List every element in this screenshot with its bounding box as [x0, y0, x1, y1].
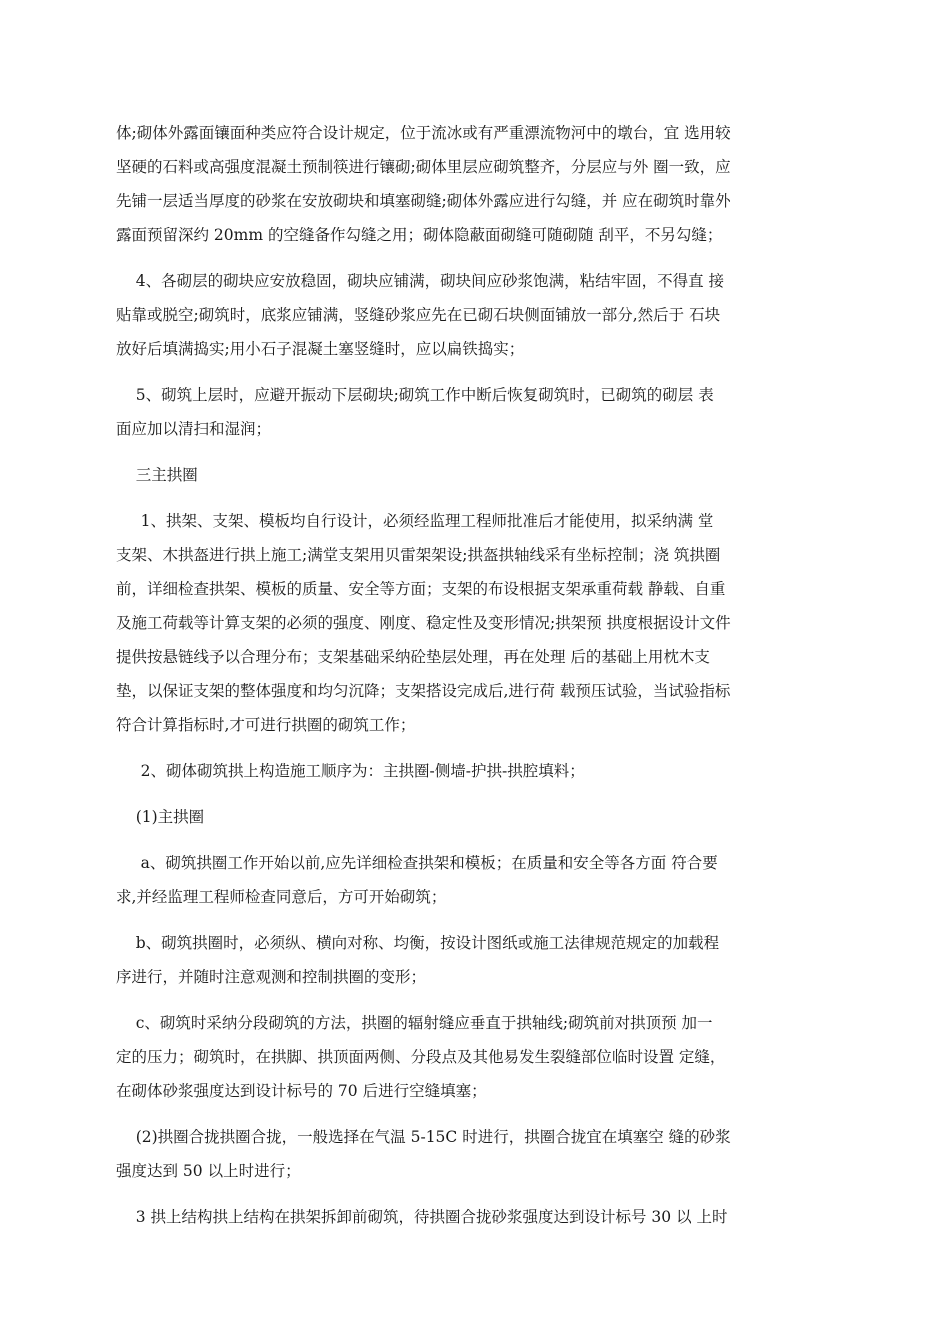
text-line: 贴靠或脱空;砌筑时，底浆应铺满，竖缝砂浆应先在已砌石块侧面铺放一部分,然后于 石块	[116, 306, 721, 324]
text-line: 4、各砌层的砌块应安放稳固，砌块应铺满，砌块间应砂浆饱满，粘结牢固，不得直 接	[116, 272, 724, 290]
text-line: 前，详细检查拱架、模板的质量、安全等方面；支架的布设根据支架承重荷载 静载、自重	[116, 580, 726, 598]
paragraph	[116, 846, 838, 914]
text-line: a、砌筑拱圈工作开始以前,应先详细检查拱架和模板；在质量和安全等各方面 符合要	[116, 854, 718, 872]
text-line: (1)主拱圈	[116, 808, 205, 826]
text-line: 及施工荷载等计算支架的必须的强度、刚度、稳定性及变形情况;拱架预 拱度根据设计文件	[116, 614, 731, 632]
text-line: 坚硬的石料或高强度混凝土预制筷进行镶砌;砌体里层应砌筑整齐，分层应与外 圈一致，应	[116, 158, 731, 176]
text-line: 序进行，并随时注意观测和控制拱圈的变形；	[116, 968, 427, 986]
text-line: 放好后填满捣实;用小石子混凝土塞竖缝时，应以扁铁捣实；	[116, 340, 525, 358]
text-line: 露面预留深约 20mm 的空缝备作勾缝之用；砌体隐蔽面砌缝可随砌随 刮平，不另勾缝；	[116, 226, 723, 244]
text-line: 5、砌筑上层时，应避开振动下层砌块;砌筑工作中断后恢复砌筑时，已砌筑的砌层 表	[116, 386, 714, 404]
paragraph	[116, 1006, 838, 1108]
paragraph	[116, 1200, 838, 1234]
text-line: 1、拱架、支架、模板均自行设计，必须经监理工程师批准后才能使用，拟采纳满 堂	[116, 512, 714, 530]
paragraph	[116, 754, 838, 788]
text-line: (2)拱圈合拢拱圈合拢，一般选择在气温 5-15C 时进行，拱圈合拢宜在填塞空 缝的砂浆	[116, 1128, 731, 1146]
paragraph	[116, 800, 838, 834]
text-line: 定的压力；砌筑时，在拱脚、拱顶面两侧、分段点及其他易发生裂缝部位临时设置 定缝，	[116, 1048, 726, 1066]
text-line: 求,并经监理工程师检查同意后，方可开始砌筑；	[116, 888, 447, 906]
text-line: 符合计算指标时,才可进行拱圈的砌筑工作；	[116, 716, 416, 734]
paragraph	[116, 116, 838, 252]
document-body	[116, 116, 838, 1246]
text-line: 提供按悬链线予以合理分布；支架基础采纳砼垫层处理，再在处理 后的基础上用枕木支	[116, 648, 710, 666]
text-line: 垫，以保证支架的整体强度和均匀沉降；支架搭设完成后,进行荷 载预压试验，当试验指标	[116, 682, 731, 700]
paragraph	[116, 378, 838, 446]
text-line: 体;砌体外露面镶面种类应符合设计规定，位于流冰或有严重漂流物河中的墩台，宜 选用较	[116, 124, 731, 142]
text-line: 3 拱上结构拱上结构在拱架拆卸前砌筑，待拱圈合拢砂浆强度达到设计标号 30 以 上时	[116, 1208, 728, 1226]
text-line: 面应加以清扫和湿润；	[116, 420, 272, 438]
text-line: c、砌筑时采纳分段砌筑的方法，拱圈的辐射缝应垂直于拱轴线;砌筑前对拱顶预 加一	[116, 1014, 713, 1032]
text-line: b、砌筑拱圈时，必须纵、横向对称、均衡，按设计图纸或施工法律规范规定的加载程	[116, 934, 720, 952]
paragraph	[116, 504, 838, 742]
text-line: 三主拱圈	[116, 466, 198, 484]
paragraph	[116, 1120, 838, 1188]
text-line: 在砌体砂浆强度达到设计标号的 70 后进行空缝填塞；	[116, 1082, 487, 1100]
text-line: 2、砌体砌筑拱上构造施工顺序为：主拱圈-侧墙-护拱-拱腔填料；	[116, 762, 585, 780]
paragraph	[116, 458, 838, 492]
paragraph	[116, 926, 838, 994]
text-line: 先铺一层适当厚度的砂浆在安放砌块和填塞砌缝;砌体外露应进行勾缝，并 应在砌筑时靠外	[116, 192, 731, 210]
text-line: 支架、木拱盔进行拱上施工;满堂支架用贝雷架架设;拱盔拱轴线采有坐标控制；浇 筑拱圈	[116, 546, 721, 564]
paragraph	[116, 264, 838, 366]
text-line: 强度达到 50 以上时进行；	[116, 1162, 301, 1180]
